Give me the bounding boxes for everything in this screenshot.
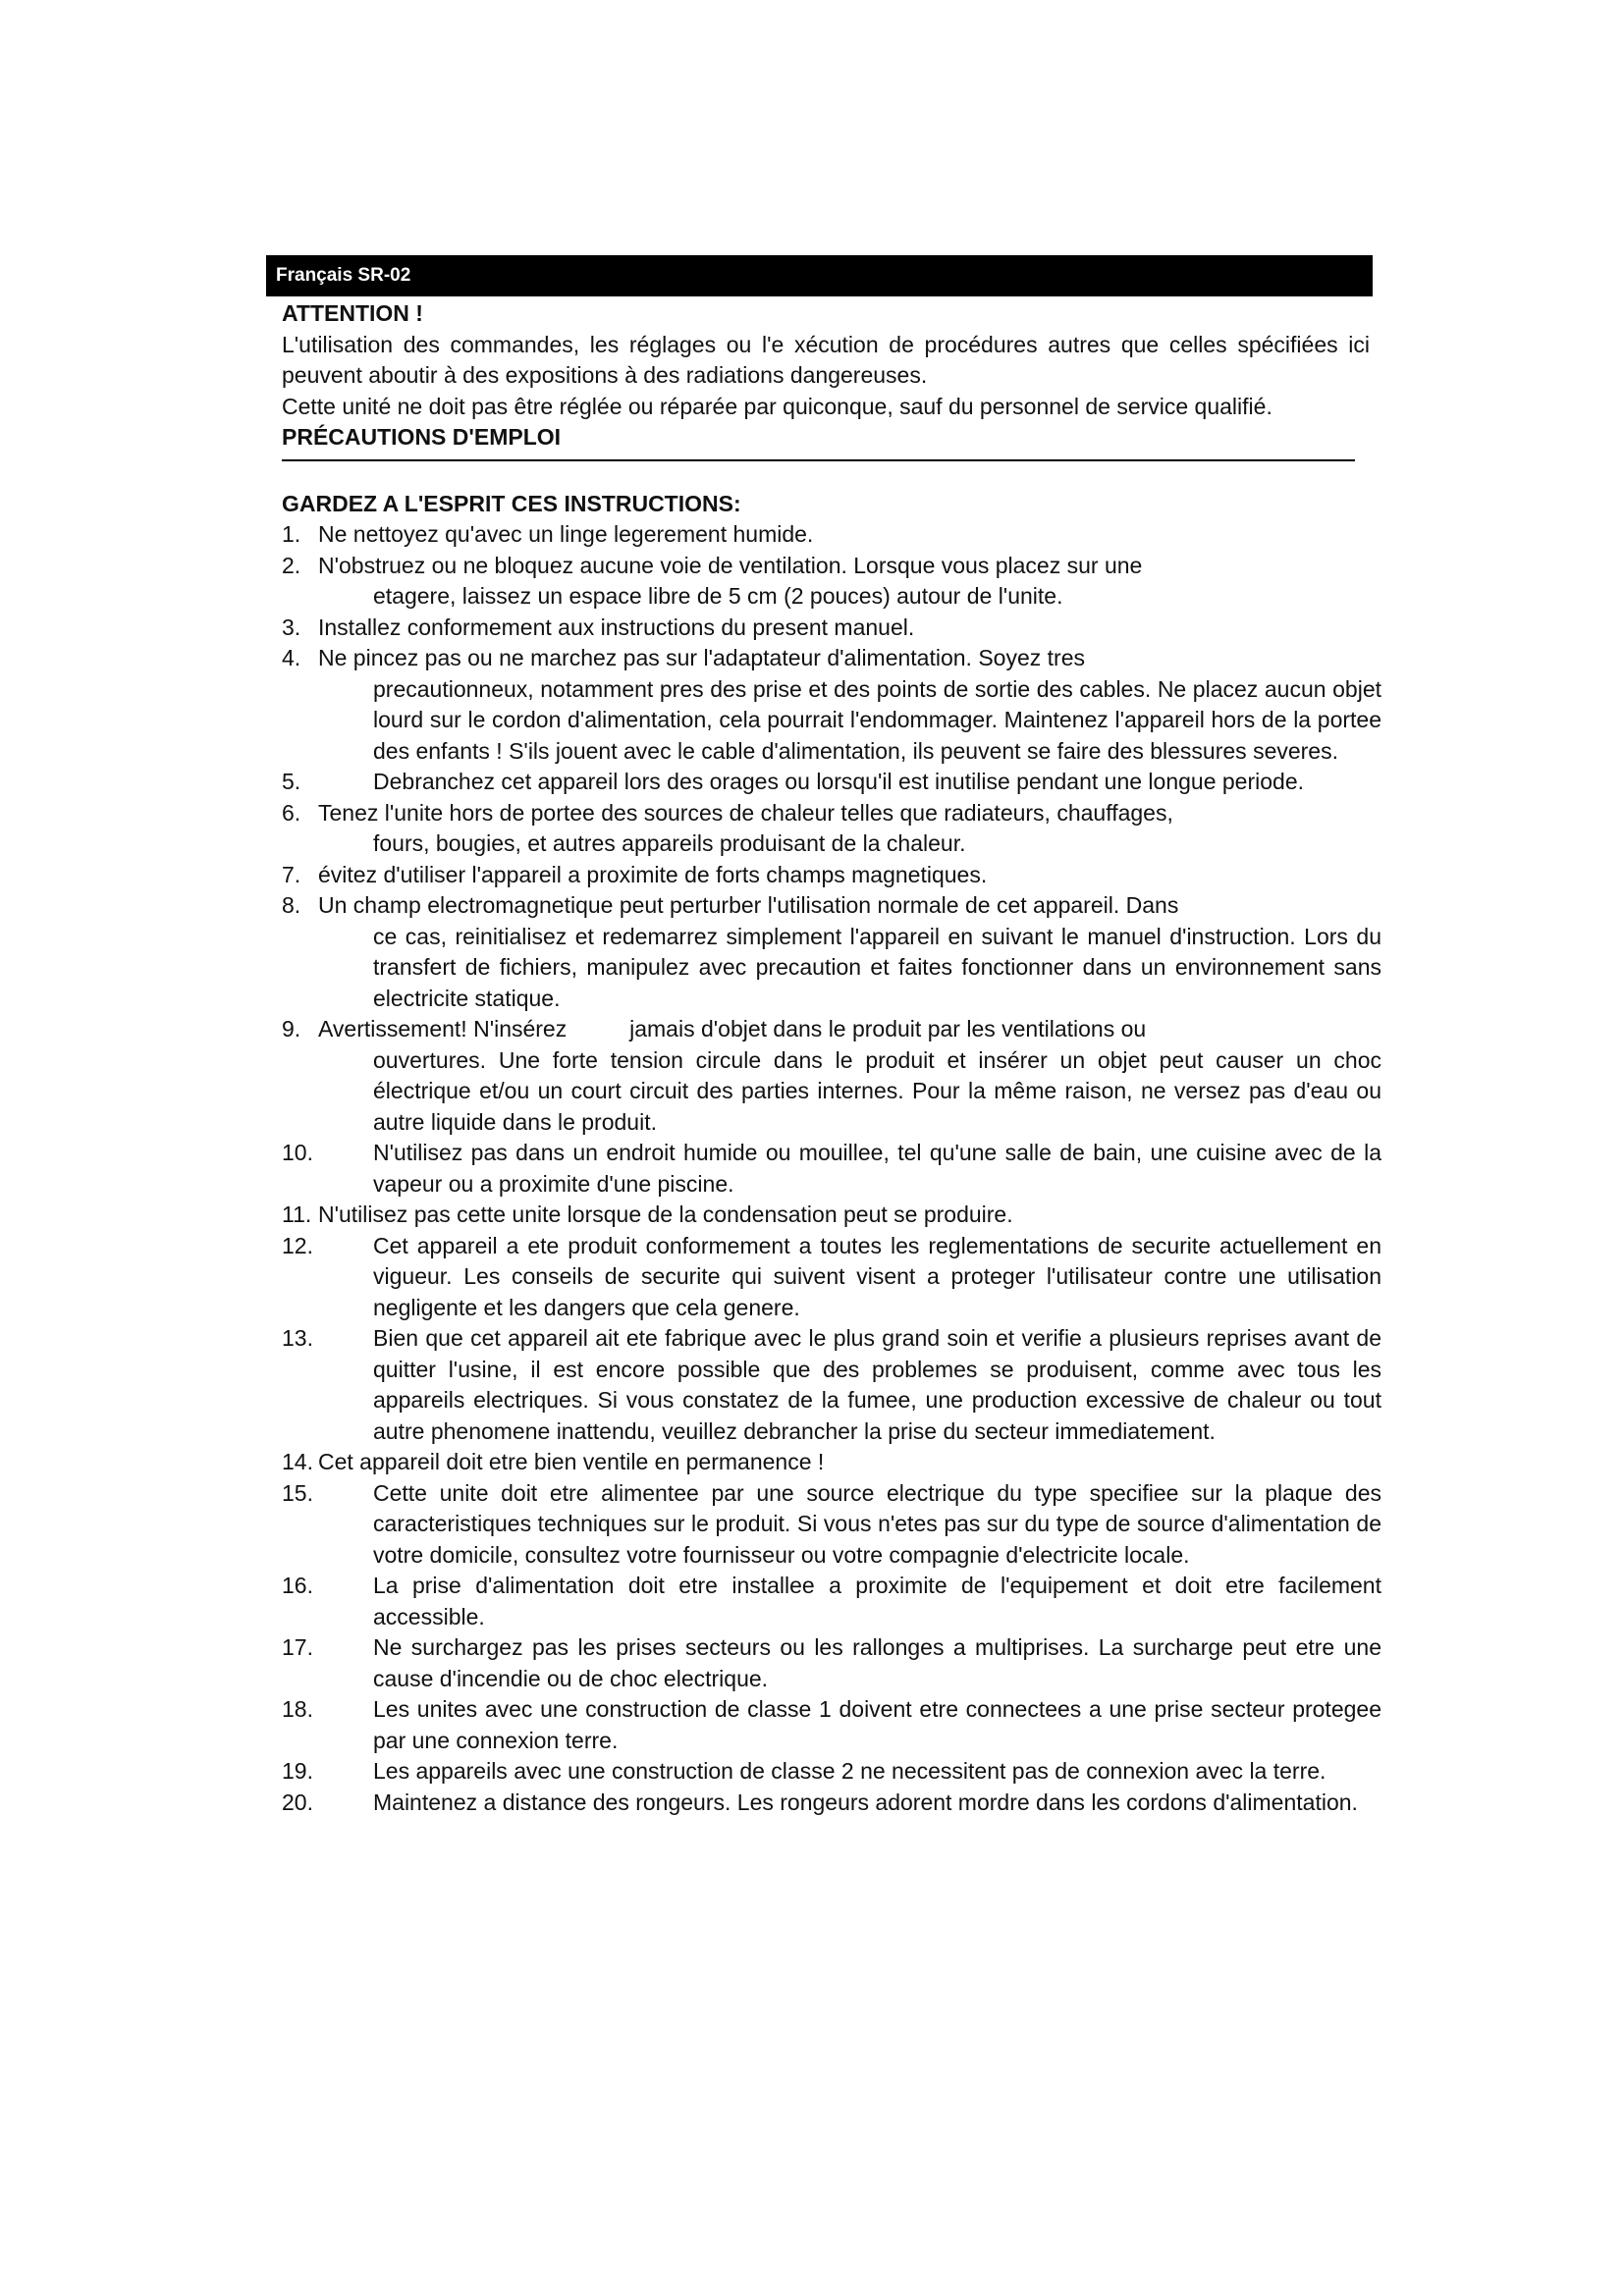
list-item <box>282 1756 1421 1788</box>
list-item-number: 8. <box>282 892 301 918</box>
list-item-number: 2. <box>282 552 301 578</box>
list-item-text: N'obstruez ou ne bloquez aucune voie de ventilation. Lorsque vous placez sur une <box>318 552 1143 578</box>
header-bar: Français SR-02 <box>266 255 1373 296</box>
list-item-number: 17. <box>282 1634 313 1660</box>
list-item-row <box>282 613 1421 644</box>
list-item-text: Ne surchargez pas les prises secteurs ou les rallonges a multiprises. La surcharge peut etre une cause d'incendie ou de choc electrique. <box>373 1634 1381 1691</box>
list-item-row <box>282 551 1421 582</box>
list-item-number: 6. <box>282 799 301 826</box>
document-body <box>282 298 1421 1818</box>
list-item-row <box>282 1478 1421 1572</box>
list-item-row <box>282 1632 1421 1694</box>
list-item <box>282 1571 1421 1632</box>
list-item-continuation: fours, bougies, et autres appareils produisant de la chaleur. <box>373 830 966 856</box>
list-item-number: 12. <box>282 1232 313 1258</box>
list-item-row <box>282 1756 1421 1788</box>
list-item-text: Cet appareil doit etre bien ventile en permanence ! <box>318 1449 825 1474</box>
list-item-number: 13. <box>282 1325 313 1351</box>
list-item-row <box>282 767 1421 798</box>
list-item-text: Cette unite doit etre alimentee par une source electrique du type specifiee sur la plaque des caracteristiques techniques sur le produit. Si vous n'etes pas sur du type de source d'alimentation de votre domicile, consultez votre fournisseur ou votre compagnie d'electricite locale. <box>373 1479 1381 1568</box>
list-item-continuation: ouvertures. Une forte tension circule dans le produit et insérer un objet peut causer un choc électrique et/ou un court circuit des parties internes. Pour la même raison, ne versez pas d'eau ou autre liquide dans le produit. <box>373 1046 1381 1135</box>
list-item <box>282 798 1421 860</box>
list-item-row <box>282 798 1421 829</box>
list-item <box>282 1788 1421 1819</box>
list-item-number: 5. <box>282 769 301 794</box>
list-item-row <box>282 1447 1421 1478</box>
list-item <box>282 1200 1421 1231</box>
list-item-row <box>282 1014 1421 1045</box>
list-item-text: évitez d'utiliser l'appareil a proximite de forts champs magnetiques. <box>318 861 988 887</box>
list-item-number: 11. <box>282 1201 312 1227</box>
list-item-number: 16. <box>282 1573 313 1598</box>
list-item-number: 15. <box>282 1479 313 1506</box>
list-item-text: Cet appareil a ete produit conformement a toutes les reglementations de securite actuellement en vigueur. Les conseils de securite qui suivent visent a proteger l'utilisateur contre une utilisation negligente et les dangers que cela genere. <box>373 1232 1381 1320</box>
list-item-row <box>282 1231 1421 1324</box>
list-item-number: 9. <box>282 1016 301 1041</box>
list-item-continuation: etagere, laissez un espace libre de 5 cm (2 pouces) autour de l'unite. <box>373 583 1063 609</box>
attention-text-2: Cette unité ne doit pas être réglée ou réparée par quiconque, sauf du personnel de service qualifié. <box>282 393 1272 419</box>
list-item-text: Avertissement! N'insérez jamais d'objet dans le produit par les ventilations ou <box>318 1016 1147 1041</box>
list-item-text: Un champ electromagnetique peut perturber l'utilisation normale de cet appareil. Dans <box>318 892 1179 918</box>
instruction-list <box>282 519 1421 1818</box>
instructions-subtitle: GARDEZ A L'ESPRIT CES INSTRUCTIONS: <box>282 490 741 516</box>
list-item-number: 20. <box>282 1789 313 1815</box>
list-item <box>282 1323 1421 1447</box>
list-item-row <box>282 643 1421 674</box>
list-item <box>282 1478 1421 1572</box>
list-item <box>282 1632 1421 1694</box>
list-item <box>282 551 1421 613</box>
list-item-number: 10. <box>282 1140 313 1165</box>
list-item <box>282 1014 1421 1138</box>
list-item-row <box>282 1200 1421 1231</box>
list-item-row <box>282 1788 1421 1819</box>
list-item <box>282 767 1421 798</box>
list-item <box>282 860 1421 891</box>
list-item-row <box>282 1694 1421 1756</box>
list-item-text: Ne nettoyez qu'avec un linge legerement humide. <box>318 521 814 547</box>
list-item-text: Les unites avec une construction de classe 1 doivent etre connectees a une prise secteur protegee par une connexion terre. <box>373 1696 1381 1753</box>
list-item-text: N'utilisez pas dans un endroit humide ou mouillee, tel qu'une salle de bain, une cuisine avec de la vapeur ou a proximite d'une piscine. <box>373 1140 1381 1197</box>
list-item-number: 14. <box>282 1449 313 1474</box>
list-item-continuation: ce cas, reinitialisez et redemarrez simplement l'appareil en suivant le manuel d'instruction. Lors du transfert de fichiers, manipulez avec precaution et faites fonctionner dans un environnement sans electricite statique. <box>373 923 1381 1011</box>
attention-title: ATTENTION ! <box>282 300 423 326</box>
list-item-text: Les appareils avec une construction de classe 2 ne necessitent pas de connexion avec la terre. <box>373 1758 1326 1784</box>
list-item-row <box>282 890 1421 922</box>
list-item-number: 18. <box>282 1696 313 1722</box>
list-item-text: Debranchez cet appareil lors des orages ou lorsqu'il est inutilise pendant une longue periode. <box>373 769 1304 794</box>
list-item-text: Tenez l'unite hors de portee des sources de chaleur telles que radiateurs, chauffages, <box>318 799 1173 826</box>
list-item-row <box>282 519 1421 551</box>
list-item <box>282 890 1421 1014</box>
list-item-text: La prise d'alimentation doit etre installee a proximite de l'equipement et doit etre facilement accessible. <box>373 1573 1381 1629</box>
list-item-number: 4. <box>282 645 301 670</box>
list-item-text: N'utilisez pas cette unite lorsque de la condensation peut se produire. <box>318 1201 1013 1227</box>
list-item-text: Bien que cet appareil ait ete fabrique avec le plus grand soin et verifie a plusieurs reprises avant de quitter l'usine, il est encore possible que des problemes se produisent, comme avec tous les appareils electriques. Si vous constatez de la fumee, une production excessive de chaleur ou tout autre phenomene inattendu, veuillez debrancher la prise du secteur immediatement. <box>373 1325 1381 1444</box>
list-item <box>282 1138 1421 1200</box>
list-item-row <box>282 1323 1421 1447</box>
list-item <box>282 519 1421 551</box>
list-item <box>282 613 1421 644</box>
list-item-text: Maintenez a distance des rongeurs. Les rongeurs adorent mordre dans les cordons d'alimentation. <box>373 1789 1358 1815</box>
list-item <box>282 1447 1421 1478</box>
precautions-title: PRÉCAUTIONS D'EMPLOI <box>282 424 562 450</box>
list-item-row <box>282 1571 1421 1632</box>
list-item-number: 1. <box>282 521 301 547</box>
list-item <box>282 1694 1421 1756</box>
list-item-text: Ne pincez pas ou ne marchez pas sur l'adaptateur d'alimentation. Soyez tres <box>318 645 1085 670</box>
list-item-row <box>282 1138 1421 1200</box>
list-item-text: Installez conformement aux instructions du present manuel. <box>318 614 915 640</box>
list-item <box>282 643 1421 767</box>
section-divider <box>282 459 1355 461</box>
list-item <box>282 1231 1421 1324</box>
list-item-number: 19. <box>282 1758 313 1784</box>
attention-text-1: L'utilisation des commandes, les réglages ou l'e xécution de procédures autres que celles spécifiées ici peuvent aboutir à des expositions à des radiations dangereuses. <box>282 331 1370 388</box>
list-item-row <box>282 860 1421 891</box>
list-item-number: 3. <box>282 614 301 640</box>
list-item-continuation: precautionneux, notamment pres des prise et des points de sortie des cables. Ne placez aucun objet lourd sur le cordon d'alimentation, cela pourrait l'endommager. Maintenez l'appareil hors de la portee des enfants ! S'ils jouent avec le cable d'alimentation, ils peuvent se faire des blessures severes. <box>373 675 1381 764</box>
list-item-number: 7. <box>282 861 301 887</box>
